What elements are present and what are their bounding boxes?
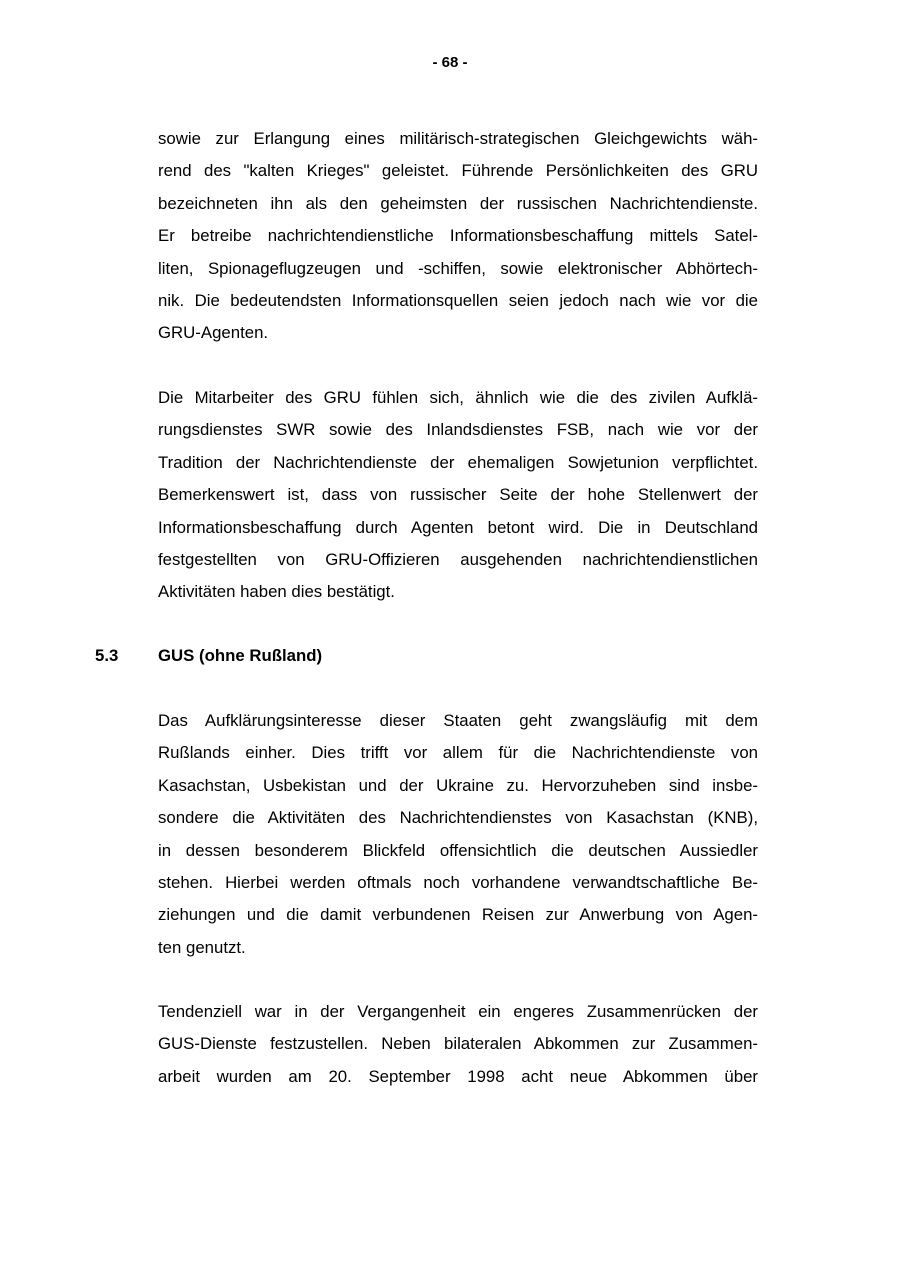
paragraph-line: GRU-Agenten. [158,323,269,343]
paragraph-line: rungsdienstes SWR sowie des Inlandsdienstes FSB, nach wie vor der [158,420,758,440]
paragraph-line: stehen. Hierbei werden oftmals noch vorhandene verwandtschaftliche Be- [158,872,758,892]
paragraph-line: Tendenziell war in der Vergangenheit ein engeres Zusammenrücken der [158,1002,758,1021]
paragraph-line: rend des "kalten Krieges" geleistet. Führende Persönlichkeiten des GRU [158,161,758,181]
paragraph-3 [158,705,758,964]
paragraph-line: Tradition der Nachrichtendienste der ehemaligen Sowjetunion verpflichtet. [158,452,758,472]
section-title: GUS (ohne Rußland) [158,646,323,665]
paragraph-4 [158,996,758,1093]
section-number: 5.3 [95,646,119,665]
paragraph-line: GUS-Dienste festzustellen. Neben bilateralen Abkommen zur Zusammen- [158,1034,758,1054]
paragraph-line: festgestellten von GRU-Offizieren ausgehenden nachrichtendienstlichen [158,549,758,569]
paragraph-line: Die Mitarbeiter des GRU fühlen sich, ähnlich wie die des zivilen Aufklä- [158,388,758,407]
paragraph-line: Informationsbeschaffung durch Agenten betont wird. Die in Deutschland [158,517,758,537]
paragraph-line: liten, Spionageflugzeugen und -schiffen, sowie elektronischer Abhörtech- [158,258,758,278]
paragraph-line: Kasachstan, Usbekistan und der Ukraine zu. Hervorzuheben sind insbe- [158,775,758,795]
paragraph-line: in dessen besonderem Blickfeld offensichtlich die deutschen Aussiedler [158,840,758,860]
paragraph-line: Er betreibe nachrichtendienstliche Informationsbeschaffung mittels Satel- [158,226,758,246]
page-number: - 68 - [432,54,468,71]
paragraph-line: sondere die Aktivitäten des Nachrichtendienstes von Kasachstan (KNB), [158,808,758,828]
paragraph-line: ten genutzt. [158,937,246,957]
paragraph-line: arbeit wurden am 20. September 1998 acht neue Abkommen über [158,1066,758,1086]
paragraph-2 [158,382,758,609]
paragraph-line: sowie zur Erlangung eines militärisch-strategischen Gleichgewichts wäh- [158,129,758,148]
paragraph-line: nik. Die bedeutendsten Informationsquellen seien jedoch nach wie vor die [158,290,758,310]
paragraph-line: bezeichneten ihn als den geheimsten der russischen Nachrichtendienste. [158,193,758,213]
paragraph-line: Das Aufklärungsinteresse dieser Staaten geht zwangsläufig mit dem [158,711,758,730]
paragraph-line: ziehungen und die damit verbundenen Reisen zur Anwerbung von Agen- [158,905,758,925]
paragraph-line: Bemerkenswert ist, dass von russischer Seite der hohe Stellenwert der [158,485,758,505]
paragraph-1 [158,123,758,350]
paragraph-line: Rußlands einher. Dies trifft vor allem für die Nachrichtendienste von [158,743,758,763]
paragraph-line: Aktivitäten haben dies bestätigt. [158,582,395,602]
